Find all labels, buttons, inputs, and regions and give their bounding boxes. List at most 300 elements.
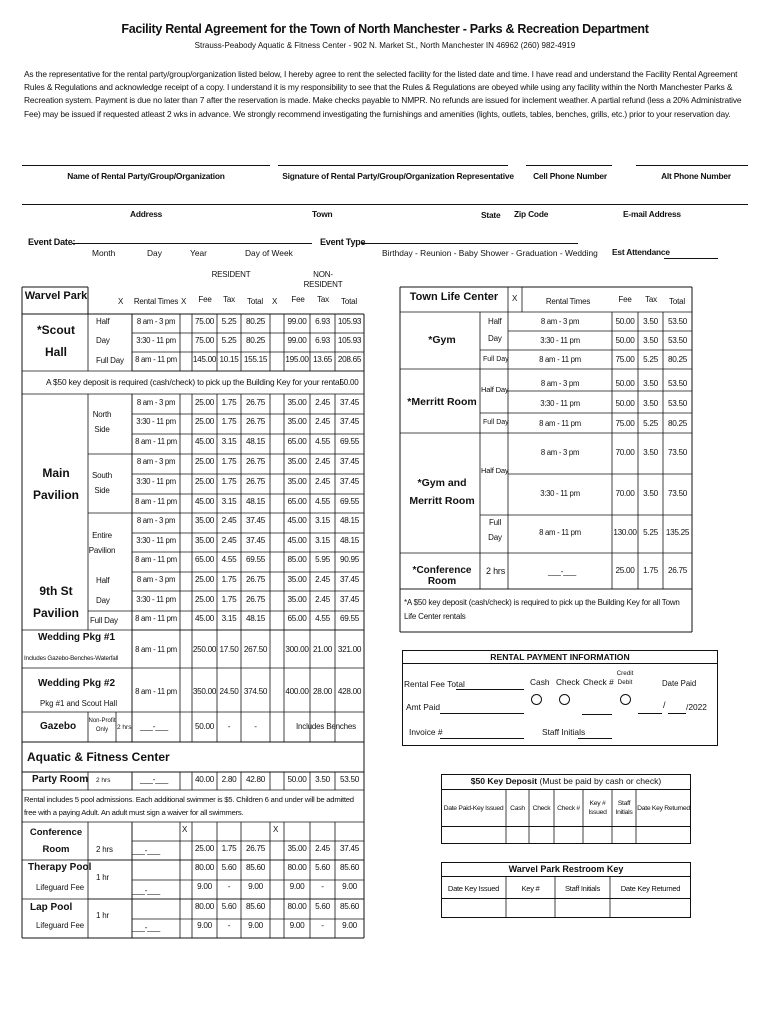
key-deposit-header-cell: Key # Issued — [588, 800, 607, 816]
wp-rate-cell: 350.00 — [192, 687, 217, 696]
wp-rate-cell: 69.55 — [340, 497, 359, 506]
credit-debit-radio[interactable] — [620, 694, 631, 705]
wp-rental-time: 8 am - 11 pm — [135, 437, 177, 446]
wp-rate-cell: 1.75 — [221, 398, 237, 407]
aquatic-title: Aquatic & Fitness Center — [27, 750, 170, 764]
tl-rate-cell: 80.25 — [668, 355, 687, 364]
wp-rate-cell: 65.00 — [287, 614, 307, 623]
therapy-pool-label: Therapy Pool — [28, 862, 92, 873]
wp-rate-cell: 35.00 — [287, 575, 307, 584]
gazebo-tax: - — [227, 722, 231, 731]
wp-rate-cell: 17.50 — [219, 645, 239, 654]
wp-rental-time: 8 am - 3 pm — [136, 317, 176, 326]
wp-rate-cell: 37.45 — [340, 417, 359, 426]
wp-nr-fee-header: Fee — [291, 295, 305, 304]
state-label: State — [481, 210, 501, 220]
tl-conference-rate-cell: 25.00 — [615, 566, 635, 575]
gazebo-fee: 50.00 — [195, 722, 214, 731]
aquatic-rate-cell: - — [227, 921, 231, 930]
wp-rate-cell: 250.00 — [192, 645, 217, 654]
wp-deposit-note: A $50 key deposit is required (cash/check) to pick up the Building Key for your rental. — [46, 377, 344, 387]
aq-x-header: X — [182, 825, 188, 834]
aquatic-rate-cell: 42.80 — [246, 775, 265, 784]
wp-rate-cell: 267.50 — [243, 645, 268, 654]
tl-x-header: X — [512, 294, 518, 303]
key-deposit-header-cell: Staff Initials — [615, 800, 633, 816]
wp-rental-time: 8 am - 11 pm — [135, 645, 177, 654]
wp-rate-cell: 26.75 — [246, 417, 265, 426]
scout-hall-label: *Scout Hall — [36, 323, 75, 359]
wp-x-header: X — [118, 297, 124, 306]
tl-conference-rate-cell: 1.75 — [643, 566, 658, 575]
wp-rate-cell: 37.45 — [340, 457, 359, 466]
tl-rate-cell: 50.00 — [615, 336, 635, 345]
gm-full: Full — [488, 518, 502, 527]
wp-rate-cell: 35.00 — [287, 595, 307, 604]
invoice-line[interactable] — [440, 738, 524, 739]
aquatic-rate-cell: 85.60 — [340, 902, 359, 911]
wp-rate-cell: 35.00 — [287, 398, 307, 407]
wp-rate-cell: 2.45 — [315, 595, 330, 604]
wp-rate-cell: 48.15 — [340, 516, 359, 525]
wp-rate-cell: 24.50 — [219, 687, 239, 696]
wp-rate-cell: 85.00 — [287, 555, 307, 564]
aquatic-rate-cell: 9.00 — [289, 882, 305, 891]
aquatic-rate-cell: 5.60 — [315, 902, 330, 911]
wp-rate-cell: 4.55 — [221, 555, 237, 564]
wp-rate-cell: 26.75 — [246, 595, 265, 604]
wp-x3-header: X — [272, 297, 278, 306]
wp-rate-cell: 37.45 — [246, 516, 265, 525]
aquatic-rate-cell: 2.80 — [221, 775, 237, 784]
alt-phone-label: Alt Phone Number — [661, 171, 731, 181]
wp-rate-cell: 37.45 — [340, 575, 359, 584]
check-number-line[interactable] — [582, 714, 612, 715]
wp-rate-cell: 45.00 — [287, 536, 307, 545]
wp-rate-cell: 195.00 — [285, 355, 309, 364]
party-room-hrs: 2 hrs — [96, 777, 111, 784]
date-paid-day-line[interactable] — [668, 713, 686, 714]
wp-rate-cell: 45.00 — [195, 437, 214, 446]
key-deposit-title-note: (Must be paid by cash or check) — [539, 776, 662, 786]
key-deposit-row-rule — [441, 826, 691, 827]
wp-rate-cell: 10.15 — [219, 355, 239, 364]
wp-rate-cell: 6.93 — [315, 336, 330, 345]
party-room-time-blank: ___-___ — [140, 775, 168, 784]
wp-rate-cell: 2.45 — [315, 398, 330, 407]
tl-rate-cell: 3.50 — [643, 399, 658, 408]
wp-rate-cell: 48.15 — [246, 437, 265, 446]
wp-rate-cell: 2.45 — [315, 457, 330, 466]
wp-rate-cell: 2.45 — [315, 575, 330, 584]
aquatic-rate-cell: 9.00 — [342, 921, 357, 930]
wp-rate-cell: 35.00 — [287, 477, 307, 486]
page-subtitle: Strauss-Peabody Aquatic & Fitness Center - 902 N. Market St., North Manchester IN 46962 (260) 982-4919 — [194, 41, 576, 50]
wp-rate-cell: 2.45 — [315, 477, 330, 486]
tl-rate-cell: 53.50 — [668, 379, 687, 388]
wp-total-header: Total — [247, 297, 263, 306]
wp-tax-header: Tax — [223, 295, 235, 304]
party-room-label: Party Room — [32, 774, 89, 785]
tl-rate-cell: 135.25 — [665, 528, 690, 537]
wp-rate-cell: 400.00 — [285, 687, 309, 696]
wp-day-label: Day — [96, 336, 110, 345]
wp-rate-cell: 35.00 — [195, 516, 214, 525]
wp-rate-cell: 75.00 — [195, 336, 214, 345]
signature-label: Signature of Rental Party/Group/Organization Representative — [282, 171, 514, 181]
tl-tax-header: Tax — [645, 295, 657, 304]
aquatic-rate-cell: 50.00 — [287, 775, 307, 784]
wp-rate-cell: 26.75 — [246, 457, 265, 466]
wp-rate-cell: 2.45 — [315, 417, 330, 426]
tl-rate-cell: 50.00 — [615, 399, 635, 408]
tl-rate-cell: 53.50 — [668, 336, 687, 345]
month-label: Month — [92, 248, 116, 258]
wp-rate-cell: 6.93 — [315, 317, 330, 326]
staff-initials-label: Staff Initials — [542, 727, 586, 737]
aquatic-rate-cell: 5.60 — [315, 863, 330, 872]
address-label: Address — [130, 209, 163, 219]
tl-rental-time: 8 am - 11 pm — [539, 528, 581, 537]
date-sep-1: / — [663, 700, 666, 710]
staff-initials-line[interactable] — [578, 738, 612, 739]
wp-rental-time: 8 am - 11 pm — [135, 614, 177, 623]
wp-rate-cell: 35.00 — [287, 417, 307, 426]
tl-rental-time: 8 am - 3 pm — [540, 448, 580, 457]
date-paid-month-line[interactable] — [638, 713, 662, 714]
wp-rate-cell: 69.55 — [340, 437, 359, 446]
tl-times-header: Rental Times — [545, 297, 591, 306]
key-deposit-header-rule — [441, 789, 691, 790]
wp-full-day-label: Full Day — [96, 356, 124, 365]
cell-phone-label: Cell Phone Number — [533, 171, 607, 181]
aquatic-rate-cell: 9.00 — [248, 921, 263, 930]
lap-pool-label: Lap Pool — [30, 902, 73, 913]
wp-deposit-amount: 50.00 — [339, 378, 359, 387]
event-type-options: Birthday - Reunion - Baby Shower - Graduation - Wedding — [382, 248, 598, 258]
key-deposit-title: $50 Key Deposit — [470, 776, 538, 786]
wp-rate-cell: 37.45 — [340, 477, 359, 486]
gm-day: Day — [488, 533, 502, 542]
gazebo-total: - — [254, 722, 257, 731]
wp-rate-cell: 25.00 — [195, 575, 214, 584]
restroom-key-header-cell: Staff Initials — [565, 883, 600, 893]
tl-rate-cell: 70.00 — [615, 489, 635, 498]
tl-rate-cell: 75.00 — [615, 355, 635, 364]
warvel-park-title: Warvel Park — [24, 290, 88, 302]
check-label: Check — [556, 677, 580, 687]
north-side-label: North Side — [92, 410, 112, 434]
gym-day-label: Day — [488, 334, 502, 343]
merritt-room-label: *Merritt Room — [407, 396, 477, 408]
wp-rental-time: 3:30 - 11 pm — [136, 477, 176, 486]
restroom-key-header-rule — [441, 876, 691, 877]
nonresident-label: NON-RESIDENT — [303, 270, 343, 289]
wp-rental-time: 8 am - 3 pm — [136, 516, 176, 525]
wp-rental-time: 8 am - 11 pm — [135, 355, 177, 364]
wp-rate-cell: 75.00 — [195, 317, 214, 326]
wp-rate-cell: 25.00 — [195, 398, 214, 407]
aquatic-rate-cell: 35.00 — [287, 844, 307, 853]
wp-nr-total-header: Total — [341, 297, 357, 306]
wp-rate-cell: 4.55 — [315, 437, 330, 446]
wp-rate-cell: 80.25 — [246, 336, 265, 345]
wp-rate-cell: 5.25 — [221, 317, 237, 326]
gazebo-hrs: 2 hrs — [117, 724, 132, 731]
tl-fee-header: Fee — [618, 295, 632, 304]
ninth-st-pavilion-label: 9th St Pavilion — [32, 584, 79, 620]
cash-label: Cash — [530, 677, 550, 687]
key-deposit-header-cell: Check — [532, 804, 551, 812]
wp-rate-cell: 69.55 — [340, 614, 359, 623]
intro-paragraph: As the representative for the rental party/group/organization listed below, I hereby agree to rent the selected facility for the listed date and time. I have read and understand the Facility Rental Agreement Rules & Regulations and acknowledge receipt of a copy. I understand it is my responsibility to see that the Rules & Regulations are obeyed while using any facility within the North Manchester Parks & Recreation system. Payment is due no later than 7 after the reservation is made. Make checks payable to NMPR. No refunds are issued for inclement weather. A partial refund (less a 20% Administrative Fee) may be issued if requested atleast 2 wks in advance. We strongly recommend investigating the furnishings and amenities (lights, outlets, tables, benches, grills, etc.) prior to your reservation day. — [24, 69, 742, 119]
wp-rate-cell: 4.55 — [315, 614, 330, 623]
wp-rate-cell: 45.00 — [195, 614, 214, 623]
key-deposit-header-cell: Cash — [510, 804, 525, 812]
credit-debit-label: Credit Debit — [616, 670, 634, 686]
tl-conference-hrs: 2 hrs — [486, 566, 506, 576]
nonprofit-label: Non-Profit Only — [88, 718, 116, 733]
day-of-week-label: Day of Week — [245, 248, 293, 258]
lap-hrs: 1 hr — [96, 911, 109, 920]
wp-rate-cell: 3.15 — [221, 614, 237, 623]
tl-rate-cell: 3.50 — [643, 317, 658, 326]
wp-rate-cell: 321.00 — [337, 645, 362, 654]
day-label: Day — [147, 248, 162, 258]
wp-rental-time: 8 am - 11 pm — [135, 497, 177, 506]
tl-rate-cell: 73.50 — [668, 489, 687, 498]
tl-rate-cell: 3.50 — [643, 489, 658, 498]
date-paid-label: Date Paid — [662, 679, 697, 688]
merritt-half-day-label: Half Day — [481, 385, 509, 394]
aquatic-rate-cell: 80.00 — [287, 863, 307, 872]
aquatic-rate-cell: 85.60 — [246, 863, 265, 872]
wp-rental-time: 3:30 - 11 pm — [136, 336, 176, 345]
wp-rate-cell: 105.93 — [337, 336, 362, 345]
key-deposit-header-cell: Date Paid-Key Issued — [443, 804, 504, 812]
payment-title-rule — [402, 663, 718, 664]
wp-rate-cell: 13.65 — [313, 355, 332, 364]
wp-rate-cell: 1.75 — [221, 477, 237, 486]
aquatic-rate-cell: 9.00 — [197, 921, 212, 930]
resident-label: RESIDENT — [211, 270, 251, 279]
wp-rental-time: 8 am - 11 pm — [135, 687, 177, 696]
tl-rate-cell: 70.00 — [615, 448, 635, 457]
tl-rate-cell: 53.50 — [668, 317, 687, 326]
key-deposit-header-cell: Date Key Returned — [637, 804, 690, 812]
aquatic-rate-cell: 85.60 — [246, 902, 265, 911]
aquatic-rate-cell: 26.75 — [246, 844, 265, 853]
wp-rate-cell: 25.00 — [195, 595, 214, 604]
gym-label: *Gym — [428, 334, 456, 346]
name-party-label: Name of Rental Party/Group/Organization — [67, 171, 225, 181]
wp-rate-cell: 5.95 — [315, 555, 330, 564]
wp-rate-cell: 26.75 — [246, 477, 265, 486]
wp-fee-header: Fee — [198, 295, 212, 304]
aquatic-rate-cell: 9.00 — [342, 882, 357, 891]
aquatic-rate-cell: 1.75 — [221, 844, 237, 853]
wp-rate-cell: 35.00 — [287, 457, 307, 466]
wp-rate-cell: 37.45 — [340, 398, 359, 407]
ninth-half-label: Half — [96, 576, 110, 585]
restroom-key-title: Warvel Park Restroom Key — [508, 864, 624, 874]
amt-paid-label: Amt Paid — [406, 702, 440, 712]
rental-fee-total-line[interactable] — [456, 689, 524, 690]
therapy-lifeguard-label: Lifeguard Fee — [36, 883, 85, 892]
year-label: Year — [190, 248, 207, 258]
check-number-label: Check # — [583, 677, 614, 687]
wp-rate-cell: 2.45 — [221, 516, 237, 525]
wedding-pkg2-label: Wedding Pkg #2 — [38, 678, 116, 689]
restroom-key-row-rule — [441, 898, 691, 899]
gazebo-time-blank: ___-___ — [140, 722, 168, 731]
amt-paid-line[interactable] — [440, 713, 524, 714]
wp-rate-cell: 35.00 — [195, 536, 214, 545]
wp-rate-cell: 4.55 — [315, 497, 330, 506]
tl-rate-cell: 75.00 — [615, 419, 635, 428]
conference-room-time-blank: ___-___ — [132, 846, 160, 855]
page-title: Facility Rental Agreement for the Town of North Manchester - Parks & Recreation Department — [121, 22, 649, 36]
aquatic-rate-cell: - — [227, 882, 231, 891]
wp-rate-cell: 28.00 — [313, 687, 332, 696]
town-life-title: Town Life Center — [409, 291, 499, 303]
therapy-hrs: 1 hr — [96, 873, 109, 882]
aquatic-rate-cell: - — [321, 921, 324, 930]
restroom-key-header-cell: Date Key Issued — [447, 883, 500, 893]
invoice-label: Invoice # — [409, 727, 443, 737]
rental-fee-total-label: Rental Fee Total — [404, 679, 465, 689]
tl-rental-time: 8 am - 11 pm — [539, 355, 581, 364]
wp-rate-cell: 45.00 — [195, 497, 214, 506]
wp-rate-cell: 374.50 — [243, 687, 268, 696]
tl-total-header: Total — [669, 297, 685, 306]
wp-rate-cell: 48.15 — [246, 614, 265, 623]
wp-rate-cell: 5.25 — [221, 336, 237, 345]
aquatic-rate-cell: 5.60 — [221, 902, 237, 911]
wp-rate-cell: 80.25 — [246, 317, 265, 326]
gazebo-label: Gazebo — [40, 721, 77, 732]
tl-rate-cell: 3.50 — [643, 379, 658, 388]
wp-rate-cell: 25.00 — [195, 477, 214, 486]
tl-rental-time: 3:30 - 11 pm — [540, 336, 580, 345]
wp-rate-cell: 2.45 — [221, 536, 237, 545]
tl-rate-cell: 5.25 — [643, 528, 658, 537]
tl-rental-time: 3:30 - 11 pm — [540, 399, 580, 408]
wp-rate-cell: 1.75 — [221, 457, 237, 466]
tl-rental-time: 8 am - 3 pm — [540, 379, 580, 388]
restroom-key-header-cell: Key # — [521, 883, 540, 893]
wp-rental-time: 3:30 - 11 pm — [136, 595, 176, 604]
wp-rate-cell: 1.75 — [221, 595, 237, 604]
wp-rate-cell: 26.75 — [246, 398, 265, 407]
wp-rate-cell: 300.00 — [285, 645, 309, 654]
wp-rate-cell: 145.00 — [192, 355, 217, 364]
aquatic-rate-cell: 9.00 — [289, 921, 305, 930]
wp-rate-cell: 105.93 — [337, 317, 362, 326]
merritt-full-day-label: Full Day — [483, 419, 509, 426]
zip-label: Zip Code — [514, 209, 549, 219]
wp-rate-cell: 3.15 — [221, 497, 237, 506]
tl-rate-cell: 73.50 — [668, 448, 687, 457]
wp-rental-time: 3:30 - 11 pm — [136, 417, 176, 426]
tl-conference-room-label: *Conference Room — [412, 565, 472, 587]
gym-half-label: Half — [488, 317, 502, 326]
gym-merritt-full-day-label — [482, 515, 508, 545]
wp-rental-time: 8 am - 11 pm — [135, 555, 177, 564]
aquatic-rate-cell: 80.00 — [287, 902, 307, 911]
date-paid-year: /2022 — [686, 702, 707, 712]
tl-rate-cell: 5.25 — [643, 355, 658, 364]
wp-rate-cell: 37.45 — [246, 536, 265, 545]
tl-rental-time: 8 am - 3 pm — [540, 317, 580, 326]
wp-rate-cell: 69.55 — [246, 555, 265, 564]
conference-room-hrs: 2 hrs — [96, 845, 113, 854]
event-type-label: Event Type — [320, 237, 366, 247]
wp-rental-time: 3:30 - 11 pm — [136, 536, 176, 545]
wp-rate-cell: 65.00 — [287, 437, 307, 446]
town-label: Town — [312, 209, 333, 219]
wp-rate-cell: 48.15 — [246, 497, 265, 506]
tl-rate-cell: 50.00 — [615, 379, 635, 388]
lap-time-blank: ___-___ — [132, 923, 160, 932]
lap-lifeguard-label: Lifeguard Fee — [36, 921, 85, 930]
wp-rate-cell: 3.15 — [221, 437, 237, 446]
key-deposit-title-wrap — [441, 776, 691, 786]
ninth-day-label: Day — [96, 596, 110, 605]
tl-conference-rate-cell: 26.75 — [668, 566, 687, 575]
wp-rate-cell: 155.15 — [243, 355, 268, 364]
tl-rate-cell: 5.25 — [643, 419, 658, 428]
wp-times-header: Rental Times — [133, 297, 179, 306]
tl-rate-cell: 53.50 — [668, 399, 687, 408]
tl-conference-time-blank: ___-___ — [548, 567, 576, 576]
aquatic-rate-cell: 2.45 — [315, 844, 330, 853]
wp-half-label: Half — [96, 317, 110, 326]
aquatic-rate-cell: 25.00 — [195, 844, 214, 853]
wp-nr-tax-header: Tax — [317, 295, 329, 304]
entire-pavilion-label: Entire Pavilion — [88, 531, 116, 555]
wp-rate-cell: 21.00 — [313, 645, 332, 654]
check-radio[interactable] — [559, 694, 570, 705]
wp-rate-cell: 45.00 — [287, 516, 307, 525]
wp-rate-cell: 25.00 — [195, 417, 214, 426]
payment-title: RENTAL PAYMENT INFORMATION — [490, 652, 630, 662]
wp-rental-time: 8 am - 3 pm — [136, 457, 176, 466]
tl-deposit-note: *A $50 key deposit (cash/check) is required to pick up the Building Key for all Town Life Center rentals — [404, 598, 680, 621]
restroom-key-header-cell: Date Key Returned — [620, 883, 681, 893]
wp-rate-cell: 99.00 — [287, 336, 307, 345]
aquatic-rate-cell: 53.50 — [340, 775, 359, 784]
includes-benches-label: Includes Benches — [296, 722, 356, 731]
wp-rate-cell: 3.15 — [315, 516, 330, 525]
aquatic-rate-cell: 80.00 — [195, 863, 214, 872]
cash-radio[interactable] — [531, 694, 542, 705]
wp-rate-cell: 48.15 — [340, 536, 359, 545]
wp-rate-cell: 26.75 — [246, 575, 265, 584]
gym-merritt-label: *Gym and Merritt Room — [409, 477, 475, 507]
aquatic-rate-cell: 80.00 — [195, 902, 214, 911]
tl-rate-cell: 3.50 — [643, 448, 658, 457]
wp-rate-cell: 428.00 — [337, 687, 362, 696]
party-room-note: Rental includes 5 pool admissions. Each additional swimmer is $5. Children 6 and under will be admitted free with a paying Adult. An adult must sign a waiver for all swimmers. — [24, 795, 354, 817]
wp-rate-cell: 3.15 — [315, 536, 330, 545]
tl-rental-time: 3:30 - 11 pm — [540, 489, 580, 498]
wp-rate-cell: 65.00 — [195, 555, 214, 564]
wedding-pkg2-note: Pkg #1 and Scout Hall — [40, 699, 118, 708]
aquatic-rate-cell: 9.00 — [248, 882, 263, 891]
aquatic-rate-cell: 5.60 — [221, 863, 237, 872]
aquatic-rate-cell: 85.60 — [340, 863, 359, 872]
